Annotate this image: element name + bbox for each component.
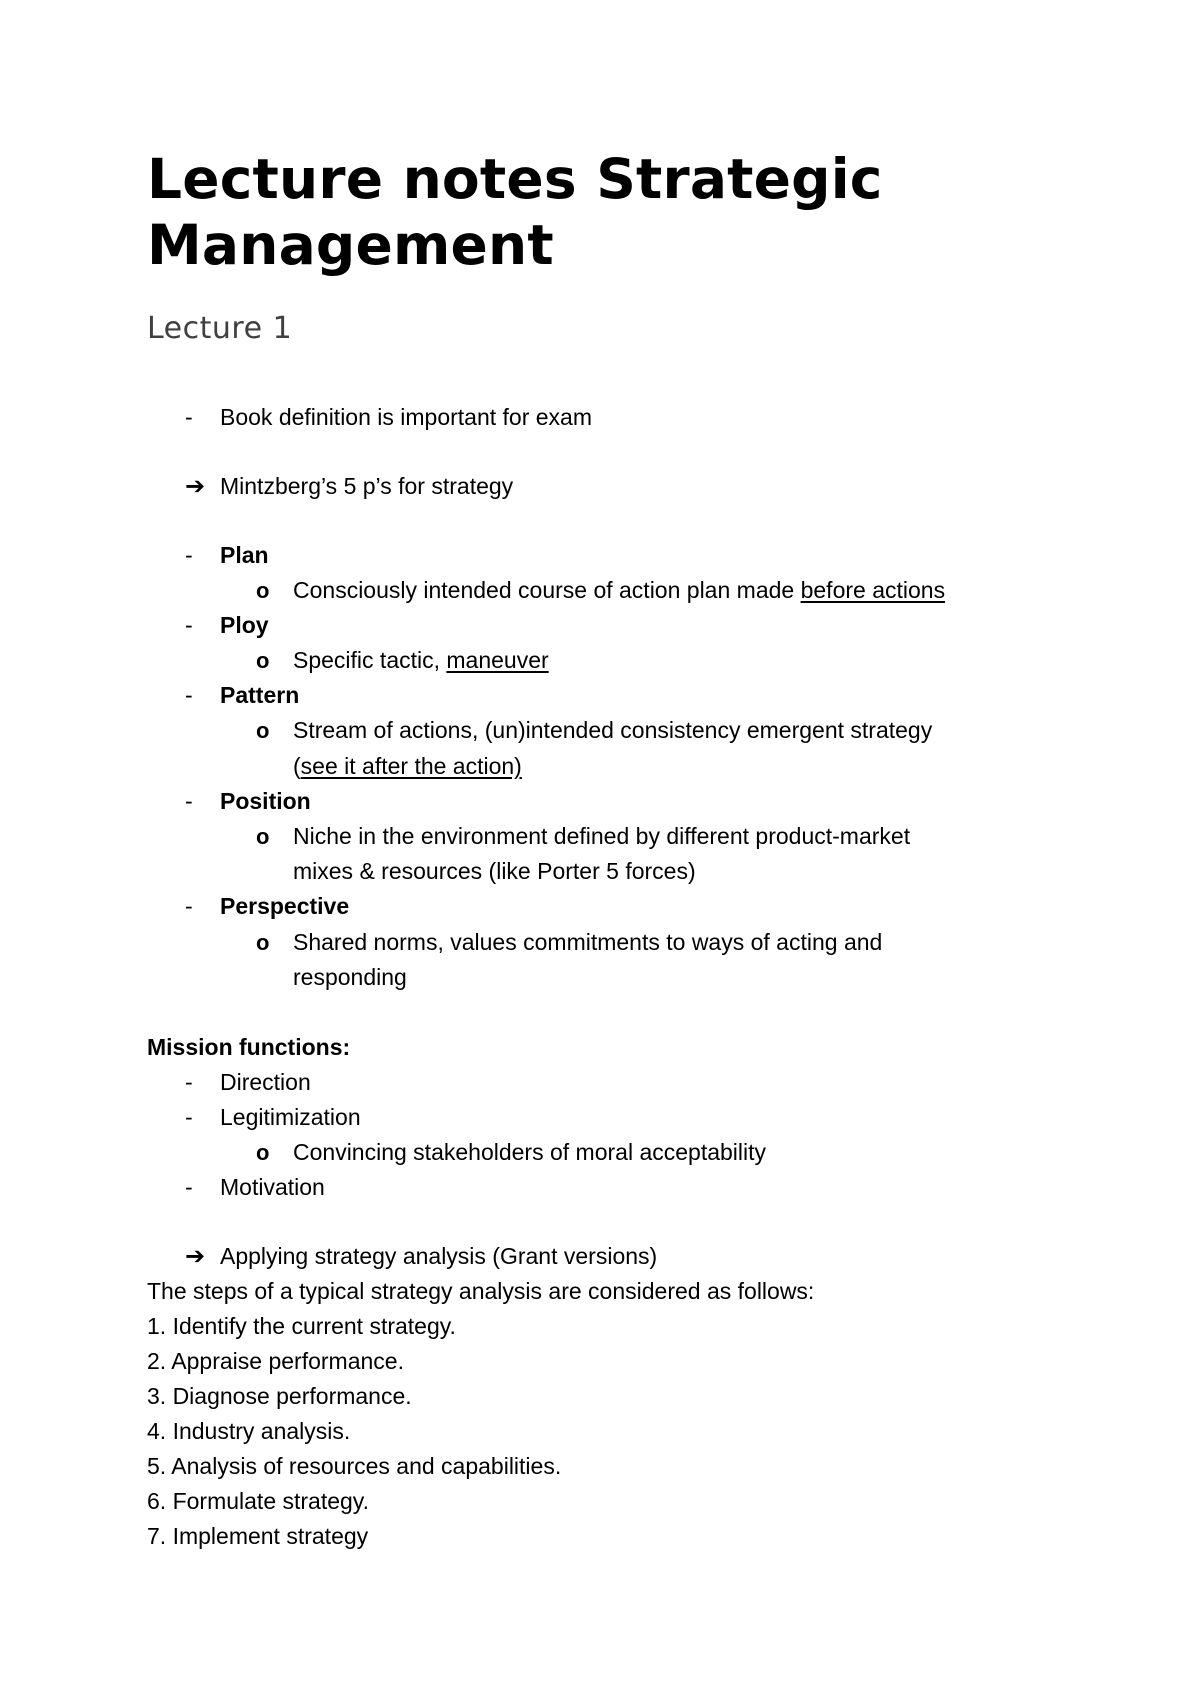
step-item: 6. Formulate strategy. [147,1488,369,1514]
detail-plan-text: Consciously intended course of action plan made [293,577,801,603]
document-title: Lecture notes Strategic Management [147,147,883,277]
detail-ploy-underlined: maneuver [446,647,549,673]
step-item: 7. Implement strategy [147,1523,369,1549]
detail-ploy-text: Specific tactic, [293,647,447,673]
dash-marker: - [185,682,193,708]
dash-marker: - [185,1104,193,1130]
bullet-marker: o [256,578,270,603]
bullet-marker: o [256,824,270,849]
dash-marker: - [185,612,193,638]
dash-marker: - [185,788,193,814]
term-ploy: Ploy [220,612,269,638]
term-pattern: Pattern [220,682,300,708]
steps-intro: The steps of a typical strategy analysis are considered as follows: [147,1278,815,1304]
bullet-marker: o [256,648,270,673]
detail-plan-underlined: before actions [800,577,946,603]
detail-pattern-line1: Stream of actions, (un)intended consistency emergent strategy [293,717,933,743]
term-perspective: Perspective [220,893,350,919]
arrow-icon: ➔ [185,473,206,500]
step-item: 2. Appraise performance. [147,1348,404,1374]
step-item: 1. Identify the current strategy. [147,1313,456,1339]
mission-item-direction: Direction [220,1069,311,1095]
detail-perspective-line2: responding [293,964,407,990]
dash-marker: - [185,1174,193,1200]
step-item: 4. Industry analysis. [147,1418,351,1444]
mission-item-legitimization: Legitimization [220,1104,361,1130]
dash-marker: - [185,542,193,568]
bullet-marker: o [256,718,270,743]
bullet-marker: o [256,930,270,955]
step-item: 3. Diagnose performance. [147,1383,412,1409]
detail-pattern-paren: ( [293,753,301,779]
bullet-marker: o [256,1140,270,1165]
dash-marker: - [185,893,193,919]
arrow-icon: ➔ [185,1243,206,1270]
detail-perspective-line1: Shared norms, values commitments to ways of acting and [293,929,883,955]
dash-marker: - [185,404,193,430]
step-item: 5. Analysis of resources and capabilities. [147,1453,562,1479]
mission-item-motivation: Motivation [220,1174,325,1200]
dash-marker: - [185,1069,193,1095]
arrow-note-strategy-analysis: Applying strategy analysis (Grant versions) [220,1243,658,1269]
lecture-heading: Lecture 1 [147,311,293,346]
detail-pattern-underlined: see it after the action) [300,753,522,779]
detail-plan [293,573,945,608]
arrow-note-mintzberg: Mintzberg’s 5 p’s for strategy [220,473,514,499]
mission-heading: Mission functions: [147,1034,351,1060]
detail-ploy [293,643,549,678]
intro-item: Book definition is important for exam [220,404,593,430]
term-plan: Plan [220,542,269,568]
legitimization-detail: Convincing stakeholders of moral acceptability [293,1139,767,1165]
detail-position-line1: Niche in the environment defined by different product-market [293,823,911,849]
detail-pattern-line2 [293,749,522,784]
detail-position-line2: mixes & resources (like Porter 5 forces) [293,858,696,884]
term-position: Position [220,788,311,814]
